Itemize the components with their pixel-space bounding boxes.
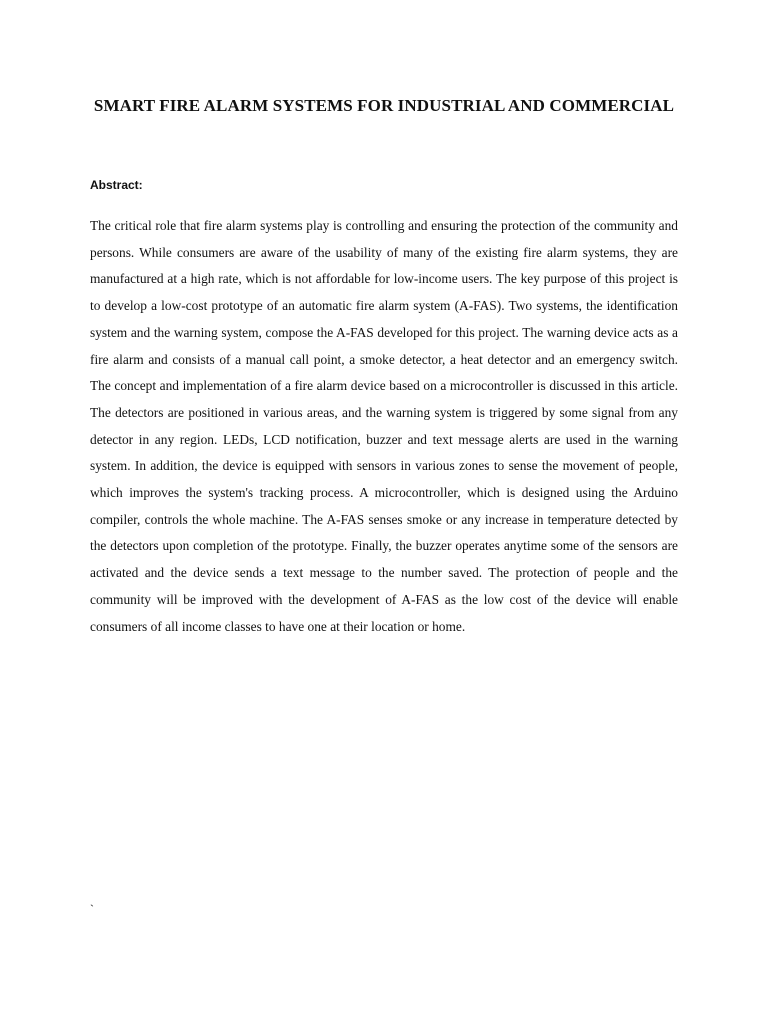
abstract-heading: Abstract: [90,178,143,192]
document-title: SMART FIRE ALARM SYSTEMS FOR INDUSTRIAL AND COMMERCIAL [93,96,675,115]
stray-mark: ` [90,902,94,916]
abstract-paragraph: The critical role that fire alarm systems play is controlling and ensuring the protection of the community and persons. While consumers are aware of the usability of many of the existing fire alarm systems, they are manufactured at a high rate, which is not affordable for low-income users. The key purpose of this project is to develop a low-cost prototype of an automatic fire alarm system (A-FAS). Two systems, the identification system and the warning system, compose the A-FAS developed for this project. The warning device acts as a fire alarm and consists of a manual call point, a smoke detector, a heat detector and an emergency switch. The concept and implementation of a fire alarm device based on a microcontroller is discussed in this article. The detectors are positioned in various areas, and the warning system is triggered by some signal from any detector in any region. LEDs, LCD notification, buzzer and text message alerts are used in the warning system. In addition, the device is equipped with sensors in various zones to sense the movement of people, which improves the system's tracking process. A microcontroller, which is designed using the Arduino compiler, controls the whole machine. The A-FAS senses smoke or any increase in temperature detected by the detectors upon completion of the prototype. Finally, the buzzer operates anytime some of the sensors are activated and the device sends a text message to the number saved. The protection of people and the community will be improved with the development of A-FAS as the low cost of the device will enable consumers of all income classes to have one at their location or home. [90,218,678,634]
